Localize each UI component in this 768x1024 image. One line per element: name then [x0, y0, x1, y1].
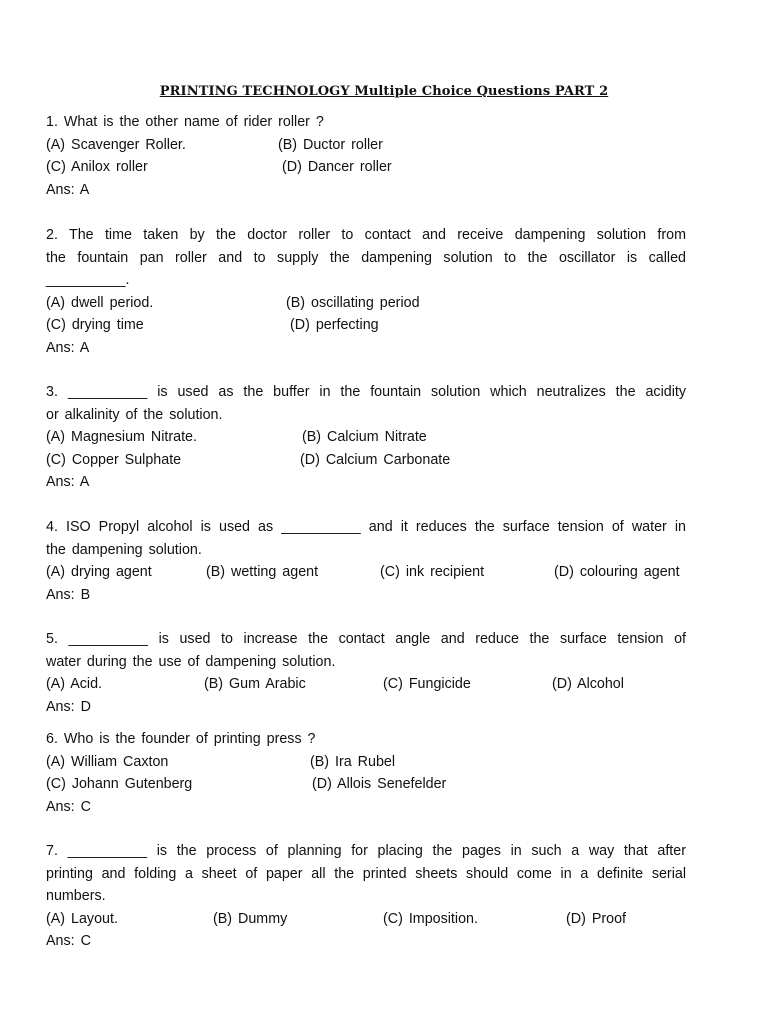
option-d: (D) perfecting — [290, 317, 379, 333]
option-b: (B) Calcium Nitrate — [302, 429, 427, 445]
option-row — [46, 561, 686, 584]
page-title: PRINTING TECHNOLOGY Multiple Choice Questions PART 2 — [159, 84, 609, 99]
option-row — [46, 134, 686, 157]
question-2 — [46, 224, 686, 359]
option-a: (A) Scavenger Roller. — [46, 136, 186, 153]
option-b: (B) Gum Arabic — [204, 676, 306, 692]
option-a: (A) William Caxton — [46, 753, 169, 770]
question-1 — [46, 111, 686, 201]
question-text: printing and folding a sheet of paper all the printed sheets should come in a definite serial — [46, 865, 686, 882]
option-c: (C) drying time — [46, 317, 144, 333]
option-b: (B) Ductor roller — [278, 136, 383, 153]
option-row — [46, 673, 686, 696]
option-row — [46, 773, 686, 796]
option-c: (C) ink recipient — [380, 564, 485, 580]
option-a: (A) Layout. — [46, 910, 118, 927]
question-text: 7. __________ is the process of planning for placing the pages in such a way that after — [46, 843, 686, 859]
question-5 — [46, 628, 686, 718]
answer: Ans: C — [46, 798, 91, 815]
question-3 — [46, 381, 686, 494]
option-c: (C) Fungicide — [383, 676, 471, 692]
answer: Ans: A — [46, 181, 90, 198]
question-6 — [46, 728, 686, 818]
option-d: (D) Dancer roller — [282, 159, 392, 175]
option-row — [46, 449, 686, 472]
question-text: or alkalinity of the solution. — [46, 406, 223, 423]
option-b: (B) Dummy — [213, 910, 288, 927]
option-d: (D) Calcium Carbonate — [300, 451, 451, 468]
question-text: numbers. — [46, 888, 106, 904]
question-text: __________. — [46, 272, 130, 288]
question-text: 5. __________ is used to increase the contact angle and reduce the surface tension of — [46, 631, 686, 647]
option-b: (B) wetting agent — [206, 564, 319, 580]
answer: Ans: B — [46, 586, 91, 603]
option-a: (A) Magnesium Nitrate. — [46, 429, 197, 445]
option-c: (C) Copper Sulphate — [46, 451, 182, 468]
question-4 — [46, 516, 686, 606]
question-text: the dampening solution. — [46, 541, 202, 558]
option-row — [46, 751, 686, 774]
option-d: (D) colouring agent — [554, 564, 680, 580]
question-text: 3. __________ is used as the buffer in the fountain solution which neutralizes the acidity — [46, 384, 686, 400]
answer: Ans: C — [46, 933, 91, 949]
question-text: the fountain pan roller and to supply the dampening solution to the oscillator is called — [46, 249, 686, 266]
option-row — [46, 292, 686, 315]
question-text: 2. The time taken by the doctor roller to contact and receive dampening solution from — [46, 227, 686, 243]
option-c: (C) Imposition. — [383, 910, 478, 927]
option-row — [46, 426, 686, 449]
question-text: 6. Who is the founder of printing press ? — [46, 731, 316, 747]
question-7 — [46, 840, 686, 953]
question-text: 4. ISO Propyl alcohol is used as __________ and it reduces the surface tension of water in — [46, 519, 686, 535]
option-d: (D) Proof — [566, 910, 626, 927]
option-b: (B) oscillating period — [286, 294, 420, 311]
option-row — [46, 156, 686, 179]
option-row — [46, 908, 686, 931]
option-a: (A) Acid. — [46, 676, 103, 692]
answer: Ans: D — [46, 698, 91, 715]
question-text: 1. What is the other name of rider roller ? — [46, 114, 324, 130]
option-b: (B) Ira Rubel — [310, 753, 396, 770]
answer: Ans: A — [46, 474, 90, 490]
option-c: (C) Johann Gutenberg — [46, 776, 193, 792]
option-d: (D) Alcohol — [552, 676, 624, 692]
question-text: water during the use of dampening solution. — [46, 653, 336, 670]
answer: Ans: A — [46, 339, 90, 356]
option-a: (A) drying agent — [46, 564, 152, 580]
option-d: (D) Allois Senefelder — [312, 776, 447, 792]
option-a: (A) dwell period. — [46, 294, 154, 311]
option-c: (C) Anilox roller — [46, 159, 148, 175]
option-row — [46, 314, 686, 337]
